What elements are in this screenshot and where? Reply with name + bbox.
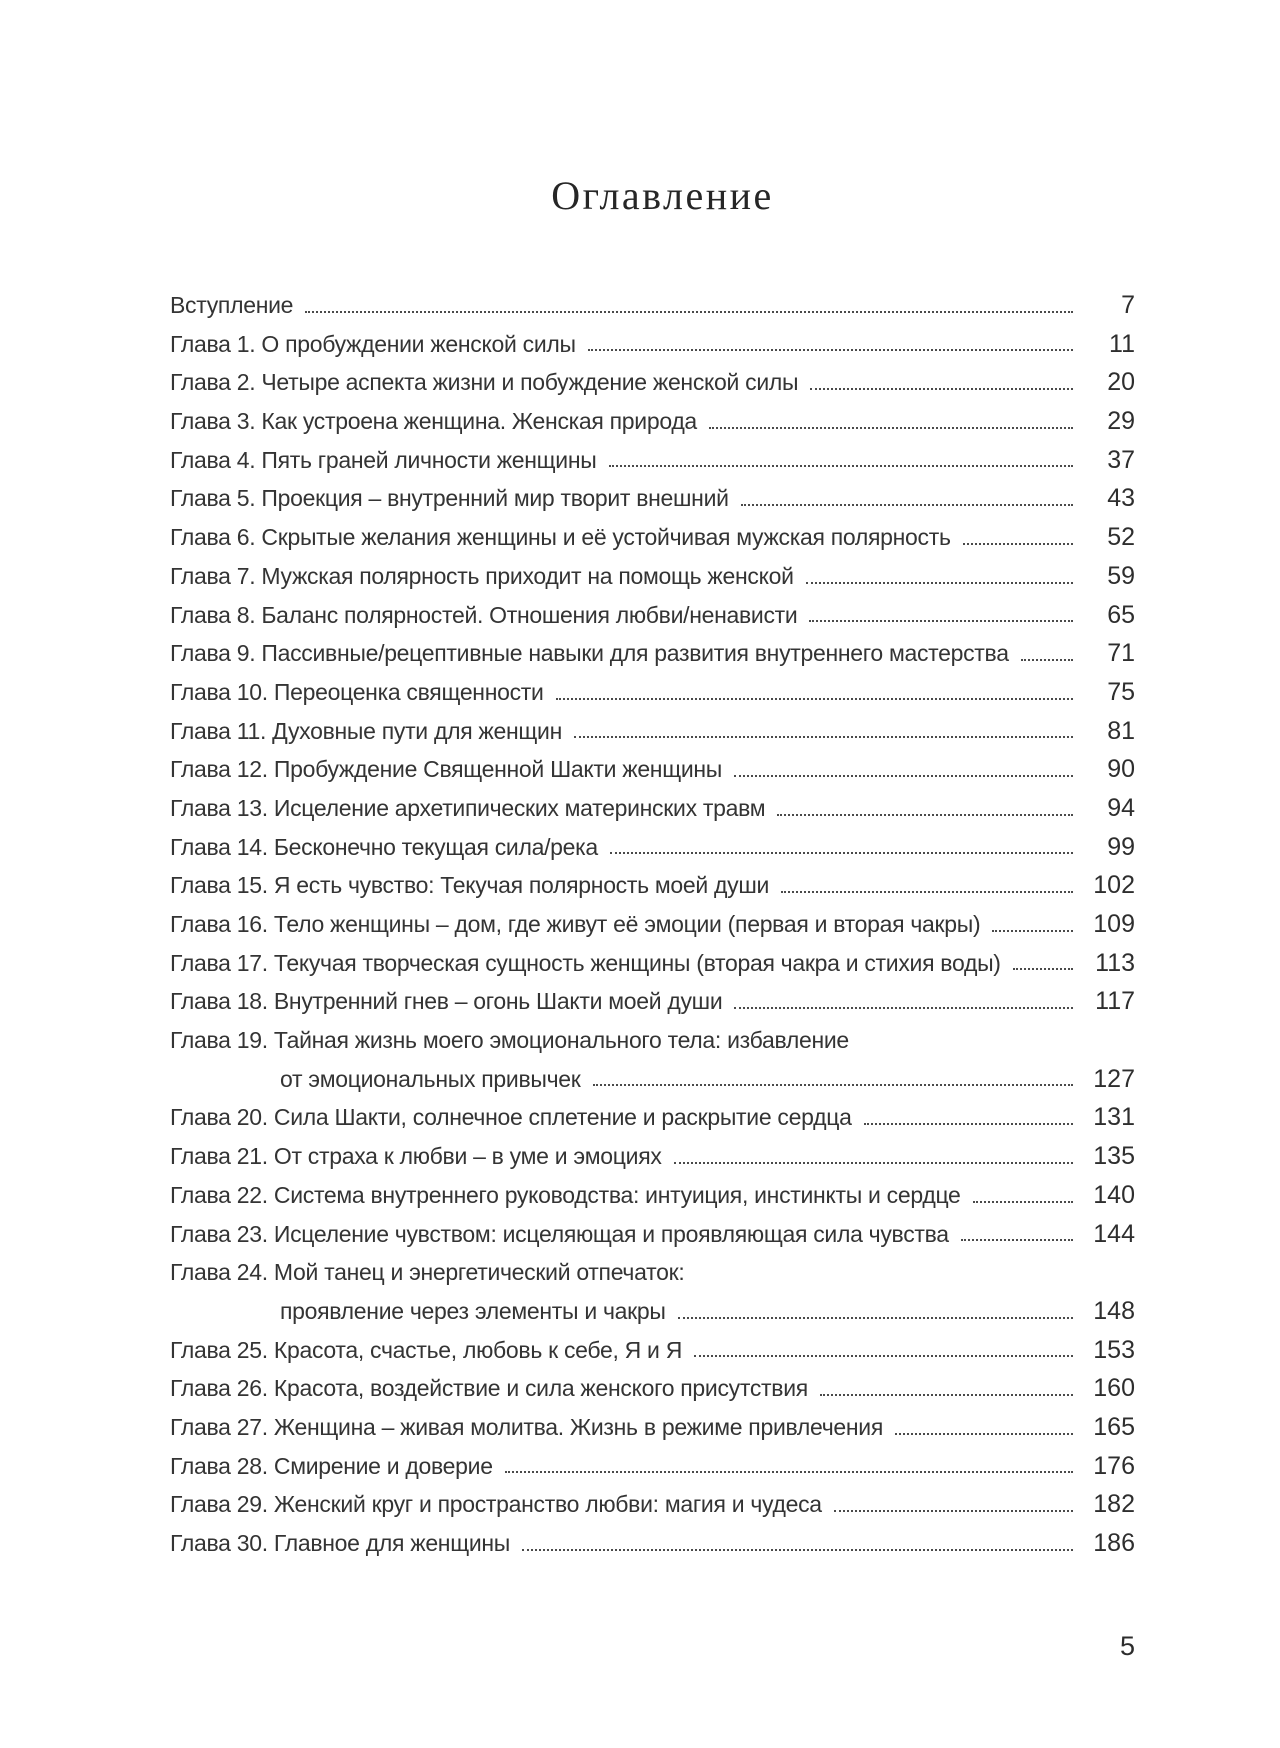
- toc-entry-label: Глава 20. Сила Шакти, солнечное сплетение и раскрытие сердца: [170, 1104, 852, 1131]
- toc-entry-line: [170, 1369, 1135, 1408]
- toc-entry-label: от эмоциональных привычек: [280, 1065, 581, 1092]
- toc-entry-label: Глава 28. Смирение и доверие: [170, 1452, 493, 1479]
- dot-leader: [610, 852, 1073, 854]
- toc-entry-line: [170, 518, 1135, 557]
- toc-entry-line: [170, 441, 1135, 480]
- dot-leader: [678, 1317, 1073, 1319]
- toc-entry-label: Глава 15. Я есть чувство: Текучая полярность моей души: [170, 872, 770, 899]
- toc-entry-label: Глава 27. Женщина – живая молитва. Жизнь в режиме привлечения: [170, 1413, 884, 1440]
- toc-entry-label: Глава 12. Пробуждение Священной Шакти женщины: [170, 756, 723, 783]
- toc-entry-line: [170, 1408, 1135, 1447]
- toc-entry-page-number: 20: [1107, 368, 1135, 397]
- dot-leader: [674, 1162, 1073, 1164]
- dot-leader: [556, 698, 1073, 700]
- toc-entry-label: Глава 4. Пять граней личности женщины: [170, 446, 597, 473]
- toc-entry-label: Глава 26. Красота, воздействие и сила женского присутствия: [170, 1375, 808, 1402]
- dot-leader: [709, 427, 1073, 429]
- toc-entry-page-number: 113: [1095, 948, 1135, 977]
- toc-entry-line: [170, 712, 1135, 751]
- toc-entry-page-number: 71: [1107, 639, 1135, 668]
- toc-entry-line: [170, 828, 1135, 867]
- toc-entry-line: [170, 402, 1135, 441]
- toc-entry-label: Глава 11. Духовные пути для женщин: [170, 717, 562, 744]
- toc-entry-page-number: 182: [1093, 1490, 1135, 1519]
- dot-leader: [781, 891, 1073, 893]
- toc-entry-page-number: 52: [1107, 523, 1135, 552]
- toc-entry-page-number: 94: [1107, 793, 1135, 822]
- folio-page-number: 5: [1119, 1631, 1135, 1661]
- toc-entry-label: Глава 18. Внутренний гнев – огонь Шакти моей души: [170, 988, 723, 1015]
- toc-entry-label: Глава 22. Система внутреннего руководства: интуиция, инстинкты и сердце: [170, 1181, 961, 1208]
- toc-entry-page-number: 90: [1107, 755, 1135, 784]
- dot-leader: [588, 349, 1073, 351]
- toc-entry-line: [170, 1098, 1135, 1137]
- toc-entry-line: [170, 325, 1135, 364]
- dot-leader: [963, 543, 1073, 545]
- toc-entry-page-number: 117: [1095, 987, 1135, 1016]
- toc-entry-line: [170, 944, 1135, 983]
- dot-leader: [741, 504, 1073, 506]
- toc-entry-line: [170, 1331, 1135, 1370]
- toc-entry-line: [170, 634, 1135, 673]
- toc-entry-page-number: 65: [1107, 600, 1135, 629]
- toc-entry-label: Глава 29. Женский круг и пространство любви: магия и чудеса: [170, 1491, 822, 1518]
- dot-leader: [522, 1549, 1073, 1551]
- toc-entry-page-number: 160: [1093, 1374, 1135, 1403]
- toc-entry-page-number: 29: [1107, 407, 1135, 436]
- dot-leader: [992, 930, 1073, 932]
- dot-leader: [1013, 968, 1073, 970]
- toc-entry-line: [170, 1447, 1135, 1486]
- toc-entry-label: Глава 21. От страха к любви – в уме и эмоциях: [170, 1143, 662, 1170]
- toc-entry-line: [170, 866, 1135, 905]
- dot-leader: [574, 736, 1073, 738]
- toc-entry-line: [170, 789, 1135, 828]
- toc-entry-label: Глава 23. Исцеление чувством: исцеляющая и проявляющая сила чувства: [170, 1220, 949, 1247]
- toc-entry-label: Глава 1. О пробуждении женской силы: [170, 330, 576, 357]
- toc-entry-page-number: 59: [1107, 561, 1135, 590]
- toc-entry-page-number: 37: [1107, 445, 1135, 474]
- dot-leader: [694, 1355, 1073, 1357]
- dot-leader: [864, 1123, 1073, 1125]
- toc-entry-label: Глава 30. Главное для женщины: [170, 1530, 511, 1556]
- toc-entry-page-number: 99: [1107, 832, 1135, 861]
- toc-entry-label: Глава 10. Переоценка священности: [170, 678, 544, 705]
- dot-leader: [834, 1510, 1073, 1512]
- toc-entry-label: Глава 3. Как устроена женщина. Женская природа: [170, 408, 697, 435]
- toc-entry-page-number: 7: [1121, 291, 1135, 319]
- toc-entry-label: Глава 16. Тело женщины – дом, где живут её эмоции (первая и вторая чакры): [170, 911, 981, 937]
- dot-leader: [820, 1394, 1073, 1396]
- toc-entry-page-number: 127: [1093, 1064, 1135, 1093]
- toc-entry-label: проявление через элементы и чакры: [280, 1297, 666, 1324]
- dot-leader: [734, 1007, 1073, 1009]
- toc-entry-label: Глава 25. Красота, счастье, любовь к себе, Я и Я: [170, 1336, 683, 1363]
- toc-entry-line: [170, 557, 1135, 596]
- dot-leader: [777, 814, 1073, 816]
- toc-entry-label: Глава 5. Проекция – внутренний мир творит внешний: [170, 485, 729, 512]
- toc-entry-label: Глава 19. Тайная жизнь моего эмоционального тела: избавление: [170, 1027, 849, 1054]
- toc-entry-line: [170, 750, 1135, 789]
- toc-entry-page-number: 176: [1093, 1451, 1135, 1480]
- toc-entry-page-number: 43: [1107, 484, 1135, 513]
- toc-entry-line: [170, 596, 1135, 635]
- dot-leader: [810, 388, 1073, 390]
- toc-entry-line: [170, 1292, 1135, 1331]
- dot-leader: [609, 465, 1074, 467]
- toc-entry-page-number: 102: [1093, 871, 1135, 900]
- toc-entry-line: [170, 1485, 1135, 1524]
- toc-entry-page-number: 135: [1093, 1142, 1135, 1171]
- toc-entry-label: Глава 8. Баланс полярностей. Отношения любви/ненависти: [170, 601, 798, 628]
- dot-leader: [305, 311, 1073, 313]
- toc-entry-line: [170, 1021, 1135, 1060]
- toc-entry-line: [170, 286, 1135, 325]
- dot-leader: [806, 582, 1073, 584]
- toc-entry-label: Глава 7. Мужская полярность приходит на помощь женской: [170, 562, 794, 589]
- toc-entry-page-number: 153: [1093, 1335, 1135, 1364]
- toc-entry-line: [170, 1524, 1135, 1563]
- dot-leader: [895, 1433, 1073, 1435]
- toc-entry-line: [170, 1176, 1135, 1215]
- dot-leader: [973, 1201, 1073, 1203]
- toc-entry-line: [170, 479, 1135, 518]
- toc-entry-line: [170, 1137, 1135, 1176]
- dot-leader: [961, 1239, 1073, 1241]
- toc-entry-page-number: 165: [1093, 1412, 1135, 1441]
- toc-entry-page-number: 186: [1093, 1529, 1135, 1557]
- toc-list: [170, 286, 1135, 1563]
- toc-entry-page-number: 11: [1109, 329, 1135, 358]
- toc-entry-page-number: 131: [1093, 1103, 1135, 1132]
- toc-entry-label: Глава 6. Скрытые желания женщины и её устойчивая мужская полярность: [170, 524, 951, 551]
- dot-leader: [593, 1084, 1073, 1086]
- toc-entry-page-number: 144: [1093, 1219, 1135, 1248]
- page-title: Оглавление: [551, 173, 774, 218]
- toc-entry-label: Глава 2. Четыре аспекта жизни и побуждение женской силы: [170, 369, 799, 396]
- toc-entry-line: [170, 1253, 1135, 1292]
- toc-entry-page-number: 75: [1107, 677, 1135, 706]
- toc-entry-page-number: 148: [1093, 1296, 1135, 1325]
- toc-entry-line: [170, 905, 1135, 944]
- toc-entry-line: [170, 363, 1135, 402]
- dot-leader: [809, 620, 1073, 622]
- dot-leader: [734, 775, 1073, 777]
- toc-entry-page-number: 140: [1093, 1180, 1135, 1209]
- toc-entry-label: Глава 9. Пассивные/рецептивные навыки для развития внутреннего мастерства: [170, 640, 1009, 667]
- toc-entry-label: Глава 24. Мой танец и энергетический отпечаток:: [170, 1259, 685, 1286]
- toc-entry-line: [170, 673, 1135, 712]
- toc-entry-line: [170, 982, 1135, 1021]
- toc-entry-label: Глава 13. Исцеление архетипических материнских травм: [170, 794, 766, 821]
- toc-entry-line: [170, 1215, 1135, 1254]
- toc-entry-line: [170, 1060, 1135, 1099]
- dot-leader: [505, 1471, 1073, 1473]
- toc-entry-label: Вступление: [170, 292, 294, 318]
- toc-entry-label: Глава 14. Бесконечно текущая сила/река: [170, 833, 598, 860]
- toc-entry-page-number: 109: [1093, 910, 1135, 938]
- dot-leader: [1021, 659, 1073, 661]
- toc-entry-page-number: 81: [1107, 716, 1135, 745]
- toc-entry-label: Глава 17. Текучая творческая сущность женщины (вторая чакра и стихия воды): [170, 949, 1001, 976]
